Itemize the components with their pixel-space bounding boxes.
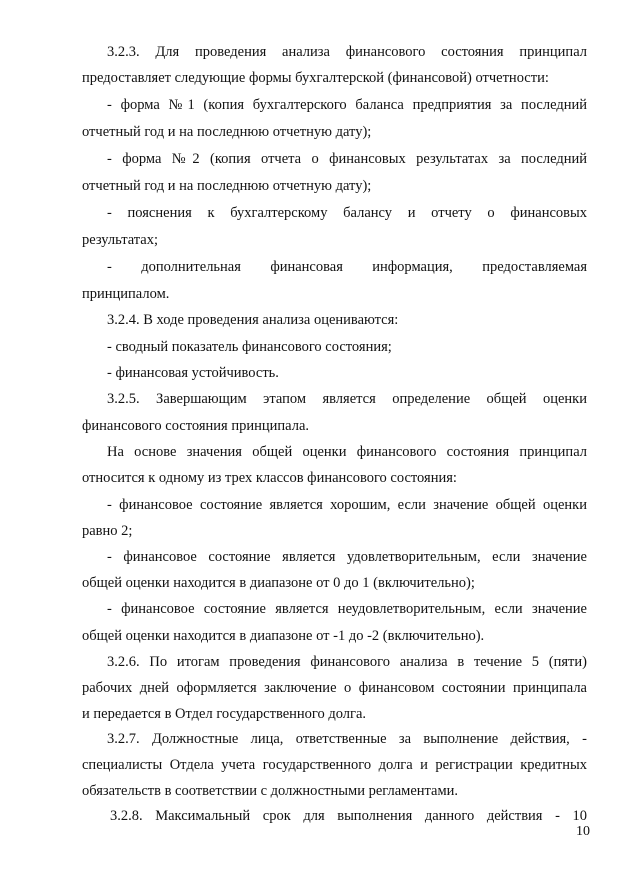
paragraph-classes-line-2: относится к одному из трех классов финансового состояния: [82,470,457,486]
paragraph-3-2-7-line-3: обязательств в соответствии с должностными регламентами. [82,783,459,799]
list-item-form1-line-1: - форма №1 (копия бухгалтерского баланса предприятия за последний [107,97,587,113]
paragraph-3-2-6-line-1: 3.2.6. По итогам проведения финансового анализа в течение 5 (пяти) [107,654,587,670]
list-item-summary-indicator: - сводный показатель финансового состояния; [107,339,392,355]
paragraph-3-2-6-line-2: рабочих дней оформляется заключение о финансовом состоянии принципала [82,680,587,696]
paragraph-3-2-3-line-2: предоставляет следующие формы бухгалтерской (финансовой) отчетности: [82,70,549,86]
paragraph-3-2-5-line-1: 3.2.5. Завершающим этапом является определение общей оценки [107,391,587,407]
list-item-satisfactory-line-1: - финансовое состояние является удовлетворительным, если значение [107,549,587,565]
list-item-good-line-2: равно 2; [82,523,133,539]
list-item-good-line-1: - финансовое состояние является хорошим, если значение общей оценки [107,497,587,513]
list-item-explanations-line-2: результатах; [82,232,158,248]
list-item-explanations-line-1: - пояснения к бухгалтерскому балансу и отчету о финансовых [107,205,587,221]
list-item-additional-info-line-2: принципалом. [82,286,170,302]
paragraph-3-2-7-line-1: 3.2.7. Должностные лица, ответственные за выполнение действия, - [107,731,587,747]
list-item-form2-line-1: - форма №2 (копия отчета о финансовых результатах за последний [107,151,587,167]
paragraph-classes-line-1: На основе значения общей оценки финансового состояния принципал [107,444,587,460]
list-item-unsatisfactory-line-1: - финансовое состояние является неудовлетворительным, если значение [107,601,587,617]
list-item-financial-stability: - финансовая устойчивость. [107,365,279,381]
page-number: 10 [576,824,590,839]
list-item-unsatisfactory-line-2: общей оценки находится в диапазоне от -1 до -2 (включительно). [82,628,485,644]
paragraph-3-2-3-line-1: 3.2.3. Для проведения анализа финансового состояния принципал [107,44,587,60]
paragraph-3-2-8-line-1: 3.2.8. Максимальный срок для выполнения данного действия - 10 [110,808,587,824]
paragraph-3-2-7-line-2: специалисты Отдела учета государственного долга и регистрации кредитных [82,757,587,773]
paragraph-3-2-4: 3.2.4. В ходе проведения анализа оцениваются: [107,312,399,328]
paragraph-3-2-5-line-2: финансового состояния принципала. [82,418,310,434]
list-item-form1-line-2: отчетный год и на последнюю отчетную дату); [82,124,372,140]
list-item-form2-line-2: отчетный год и на последнюю отчетную дату); [82,178,372,194]
list-item-satisfactory-line-2: общей оценки находится в диапазоне от 0 до 1 (включительно); [82,575,475,591]
list-item-additional-info-line-1: - дополнительная финансовая информация, предоставляемая [107,259,587,275]
paragraph-3-2-6-line-3: и передается в Отдел государственного долга. [82,706,367,722]
